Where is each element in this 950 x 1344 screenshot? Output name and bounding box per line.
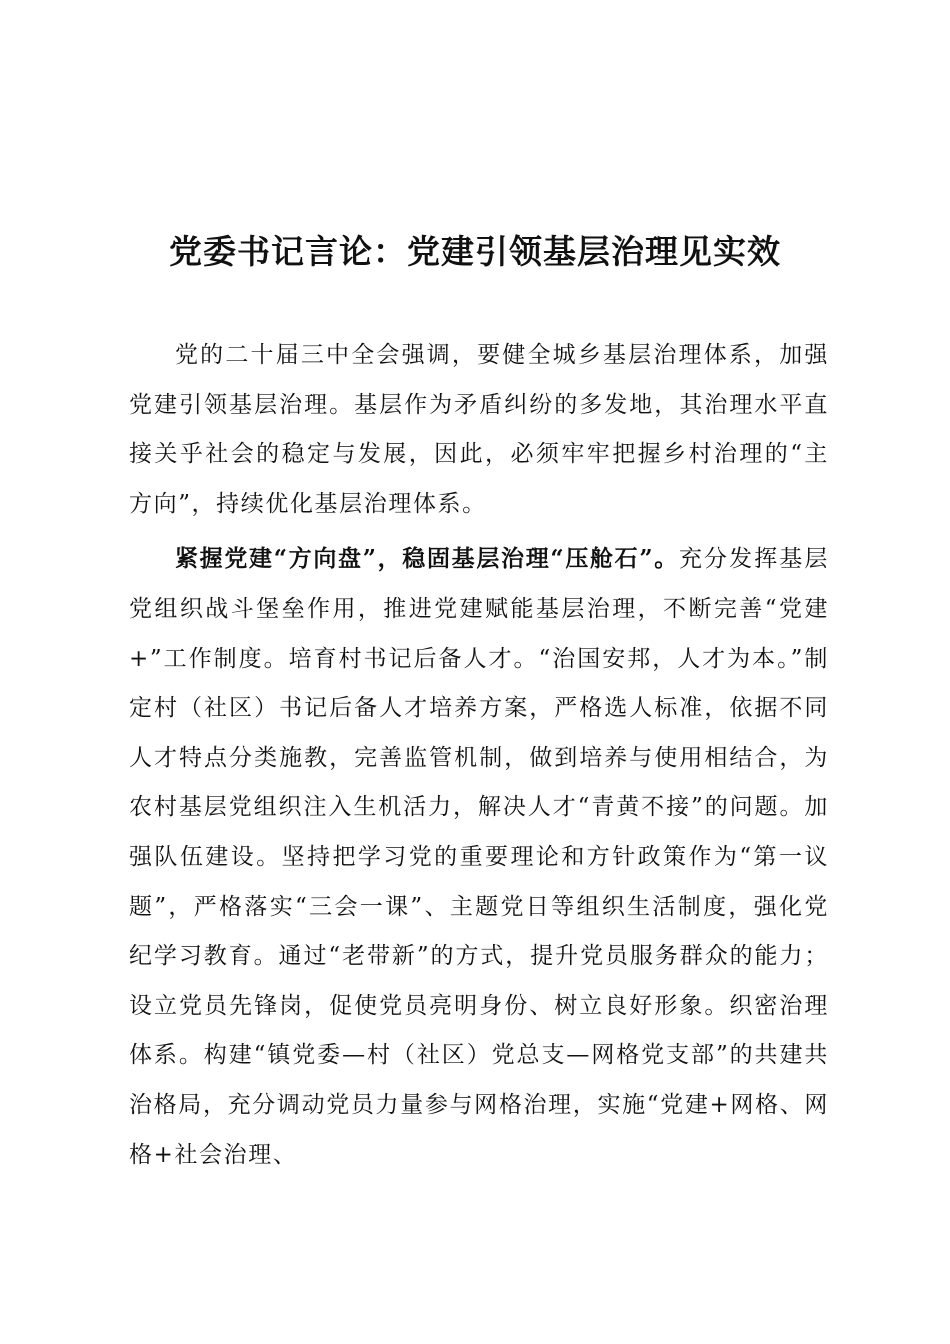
paragraph-party-building: [129, 534, 829, 1180]
paragraph-party-building-text: 充分发挥基层党组织战斗堡垒作用，推进党建赋能基层治理，不断完善“党建+”工作制度。培育村书记后备人才。“治国安邦，人才为本。”制定村（社区）书记后备人才培养方案，严格选人标准，依据不同人才特点分类施教，完善监管机制，做到培养与使用相结合，为农村基层党组织注入生机活力，解决人才“青黄不接”的问题。加强队伍建设。坚持把学习党的重要理论和方针政策作为“第一议题”，严格落实“三会一课”、主题党日等组织生活制度，强化党纪学习教育。通过“老带新”的方式，提升党员服务群众的能力；设立党员先锋岗，促使党员亮明身份、树立良好形象。织密治理体系。构建“镇党委—村（社区）党总支—网格党支部”的共建共治格局，充分调动党员力量参与网格治理，实施“党建+网格、网格+社会治理、: [129, 546, 829, 1168]
paragraph-intro: [129, 331, 829, 529]
document-title: 党委书记言论：党建引领基层治理见实效: [169, 232, 781, 271]
paragraph-lead-heading: 紧握党建“方向盘”，稳固基层治理“压舱石”。: [175, 545, 679, 573]
document-body: [129, 331, 829, 1180]
paragraph-intro-text: 党的二十届三中全会强调，要健全城乡基层治理体系，加强党建引领基层治理。基层作为矛盾纠纷的多发地，其治理水平直接关乎社会的稳定与发展，因此，必须牢牢把握乡村治理的“主方向”，持续优化基层治理体系。: [129, 342, 829, 517]
